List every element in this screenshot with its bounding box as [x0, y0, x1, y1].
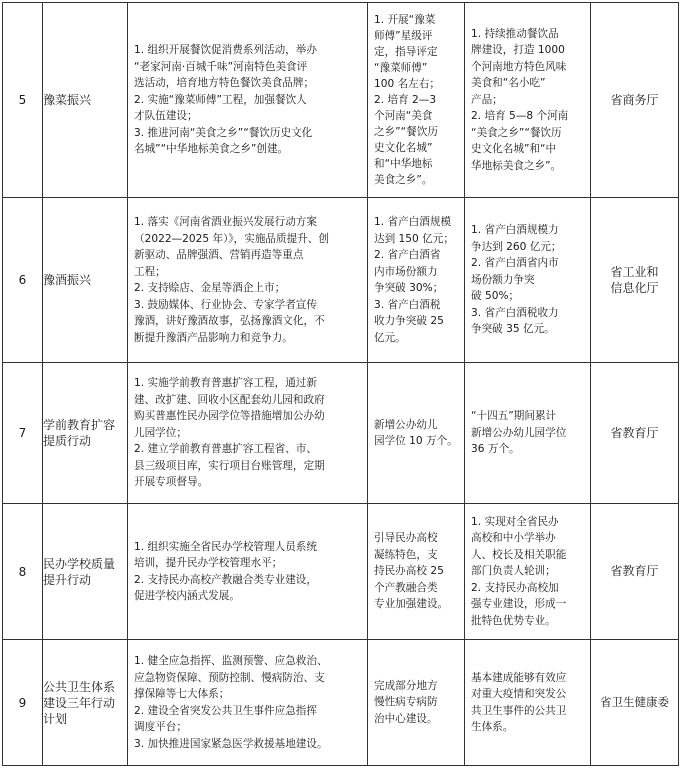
responsible-dept: 省教育厅 — [591, 504, 679, 640]
row-number: 9 — [3, 640, 43, 766]
target-2023: 引导民办高校 凝练特色，支 持民办高校 25 个产教融合类 专业加强建设。 — [368, 504, 465, 640]
task-measures: 1. 落实《河南省酒业振兴发展行动方案 （2022—2025 年）》，实施品质提升、创 新驱动、品牌强酒、营销再造等重点 工程； 2. 支持赊店、金星等酒企上市； 3. 鼓励媒体、行业协会、专家学者宣传 豫酒，讲好豫酒故事，弘扬豫酒文化，不 断提升豫酒产品影响力和竞争力。 — [128, 198, 368, 363]
table-row — [3, 363, 679, 504]
responsible-dept: 省教育厅 — [591, 363, 679, 504]
task-name: 豫酒振兴 — [43, 198, 128, 363]
task-name: 豫菜振兴 — [43, 3, 128, 198]
target-2025: 1. 持续推动餐饮品 牌建设，打造 1000 个河南地方特色风味 美食和“名小吃” 产品； 2. 培育 5—8 个河南 “美食之乡”“餐饮历 史文化名城”和“中 华地标美食之乡”。 — [465, 3, 591, 198]
target-2025: 1. 实现对全省民办 高校和中小学举办 人、校长及相关职能 部门负责人轮训； 2. 支持民办高校加 强专业建设，形成一 批特色优势专业。 — [465, 504, 591, 640]
row-number: 5 — [3, 3, 43, 198]
task-measures: 1. 组织开展餐饮促消费系列活动，举办 “老家河南·百城千味”河南特色美食评 选活动，培育地方特色餐饮美食品牌； 2. 实施“豫菜师傅”工程，加强餐饮人 才队伍建设； 3. 推进河南“美食之乡”“餐饮历史文化 名城”“中华地标美食之乡”创建。 — [128, 3, 368, 198]
task-measures: 1. 实施学前教育普惠扩容工程，通过新 建、改扩建、回收小区配套幼儿园和政府 购买普惠性民办园学位等措施增加公办幼 儿园学位； 2. 建立学前教育普惠扩容工程省、市、 县三级项目库，实行项目台账管理，定期 开展专项督导。 — [128, 363, 368, 504]
target-2023: 1. 省产白酒规模 达到 150 亿元； 2. 省产白酒省 内市场份额力 争突破 30%； 3. 省产白酒税 收力争突破 25 亿元。 — [368, 198, 465, 363]
task-name: 民办学校质量 提升行动 — [43, 504, 128, 640]
target-2025: 1. 省产白酒规模力 争达到 260 亿元； 2. 省产白酒省内市 场份额力争突 破 50%； 3. 省产白酒税收力 争突破 35 亿元。 — [465, 198, 591, 363]
task-measures: 1. 组织实施全省民办学校管理人员系统 培训，提升民办学校管理水平； 2. 支持民办高校产教融合类专业建设， 促进学校内涵式发展。 — [128, 504, 368, 640]
row-number: 6 — [3, 198, 43, 363]
responsible-dept: 省商务厅 — [591, 3, 679, 198]
table-row — [3, 504, 679, 640]
policy-table — [2, 2, 679, 766]
target-2025: 基本建成能够有效应 对重大疫情和突发公 共卫生事件的公共卫 生体系。 — [465, 640, 591, 766]
task-name: 公共卫生体系 建设三年行动 计划 — [43, 640, 128, 766]
row-number: 8 — [3, 504, 43, 640]
task-name: 学前教育扩容 提质行动 — [43, 363, 128, 504]
task-measures: 1. 健全应急指挥、监测预警、应急救治、 应急物资保障、预防控制、慢病防治、支 撑保障等七大体系； 2. 建设全省突发公共卫生事件应急指挥 调度平台； 3. 加快推进国家紧急医学救援基地建设。 — [128, 640, 368, 766]
target-2025: “十四五”期间累计 新增公办幼儿园学位 36 万个。 — [465, 363, 591, 504]
target-2023: 新增公办幼儿 园学位 10 万个。 — [368, 363, 465, 504]
target-2023: 完成部分地方 慢性病专病防 治中心建设。 — [368, 640, 465, 766]
responsible-dept: 省卫生健康委 — [591, 640, 679, 766]
table-row — [3, 3, 679, 198]
responsible-dept: 省工业和 信息化厅 — [591, 198, 679, 363]
target-2023: 1. 开展“豫菜 师傅”星级评 定，指导评定 “豫菜师傅” 100 名左右； 2. 培育 2—3 个河南“美食 之乡”“餐饮历 史文化名城” 和“中华地标 美食之乡”。 — [368, 3, 465, 198]
table-row — [3, 198, 679, 363]
row-number: 7 — [3, 363, 43, 504]
table-row — [3, 640, 679, 766]
